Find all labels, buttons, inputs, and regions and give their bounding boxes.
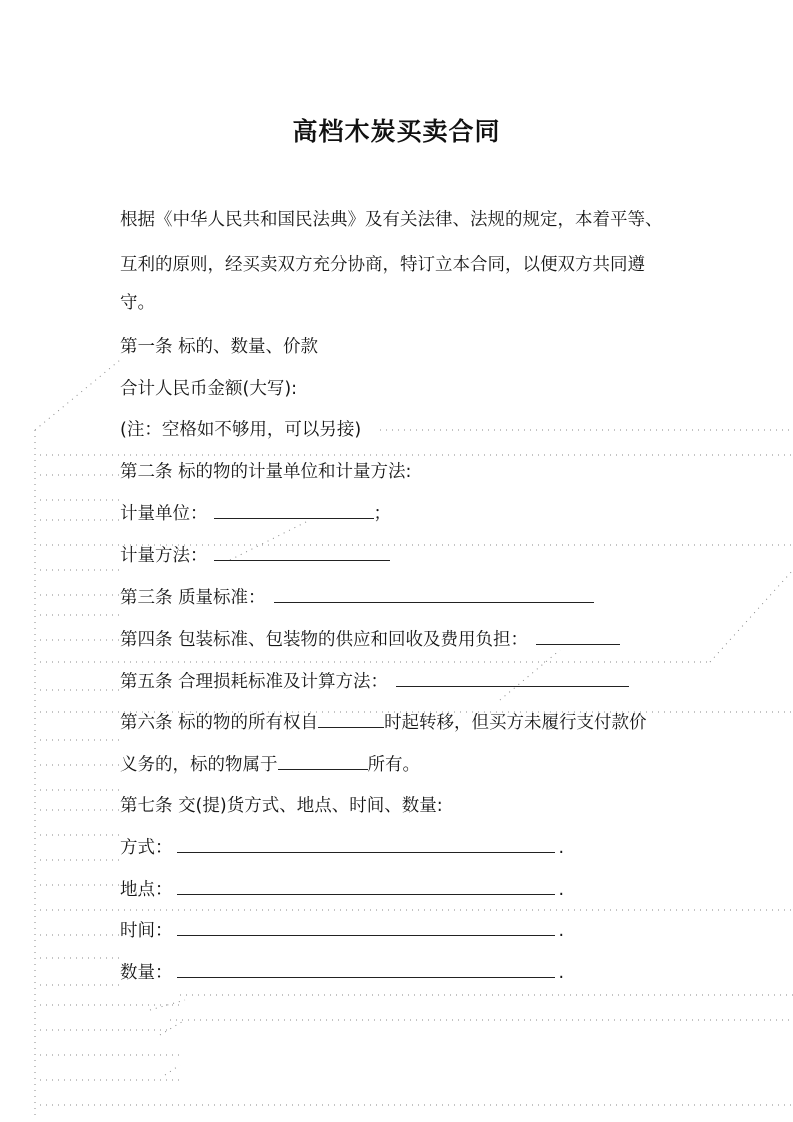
article-6-line-2-part-2: 所有。 <box>367 755 420 775</box>
measurement-method-label: 计量方法： <box>120 546 208 566</box>
page-title: 高档木炭买卖合同 <box>292 117 501 146</box>
article-1-note: (注：空格如不够用，可以另接) <box>120 420 362 440</box>
delivery-method-suffix: . <box>558 838 565 858</box>
article-6-line-2-part-1: 义务的，标的物属于 <box>120 755 278 775</box>
delivery-quantity-label: 数量： <box>120 963 173 983</box>
article-6-part-1: 第六条 标的物的所有权自 <box>120 713 319 733</box>
measurement-unit-row <box>120 502 391 525</box>
delivery-time-row <box>120 919 564 942</box>
article-6-row-1 <box>120 711 647 734</box>
delivery-method-blank[interactable] <box>177 836 555 853</box>
article-4-row <box>120 628 620 651</box>
packaging-blank[interactable] <box>536 628 620 645</box>
delivery-method-label: 方式： <box>120 838 173 858</box>
delivery-quantity-suffix: . <box>558 963 565 983</box>
delivery-location-suffix: . <box>558 880 565 900</box>
intro-line-3: 守。 <box>120 293 155 313</box>
article-1-heading: 第一条 标的、数量、价款 <box>120 337 319 357</box>
measurement-unit-suffix: ； <box>373 504 391 524</box>
article-1-total-amount: 合计人民币金额(大写): <box>120 379 298 399</box>
delivery-location-blank[interactable] <box>177 878 555 895</box>
delivery-time-blank[interactable] <box>177 919 555 936</box>
article-2-heading: 第二条 标的物的计量单位和计量方法: <box>120 462 412 482</box>
delivery-quantity-row <box>120 961 564 984</box>
article-7-heading: 第七条 交(提)货方式、地点、时间、数量: <box>120 796 443 816</box>
article-3-label: 第三条 质量标准： <box>120 588 266 608</box>
delivery-location-row <box>120 878 564 901</box>
measurement-unit-blank[interactable] <box>214 502 374 519</box>
article-3-row <box>120 586 594 609</box>
article-6-part-2: 时起转移，但买方未履行支付款价 <box>384 713 647 733</box>
quality-standard-blank[interactable] <box>274 586 594 603</box>
measurement-method-row <box>120 544 390 567</box>
delivery-method-row <box>120 836 564 859</box>
article-5-label: 第五条 合理损耗标准及计算方法： <box>120 672 389 692</box>
ownership-transfer-time-blank[interactable] <box>318 711 384 728</box>
measurement-unit-label: 计量单位： <box>120 504 208 524</box>
delivery-location-label: 地点： <box>120 880 173 900</box>
delivery-time-suffix: . <box>558 921 565 941</box>
article-4-label: 第四条 包装标准、包装物的供应和回收及费用负担： <box>120 630 529 650</box>
measurement-method-blank[interactable] <box>214 544 390 561</box>
loss-standard-blank[interactable] <box>396 670 629 687</box>
intro-line-2: 互利的原则，经买卖双方充分协商，特订立本合同，以便双方共同遵 <box>120 255 645 275</box>
delivery-quantity-blank[interactable] <box>177 961 555 978</box>
article-5-row <box>120 670 629 693</box>
ownership-party-blank[interactable] <box>278 753 368 770</box>
article-6-row-2 <box>120 753 420 776</box>
intro-line-1: 根据《中华人民共和国民法典》及有关法律、法规的规定，本着平等、 <box>120 210 663 230</box>
delivery-time-label: 时间： <box>120 921 173 941</box>
